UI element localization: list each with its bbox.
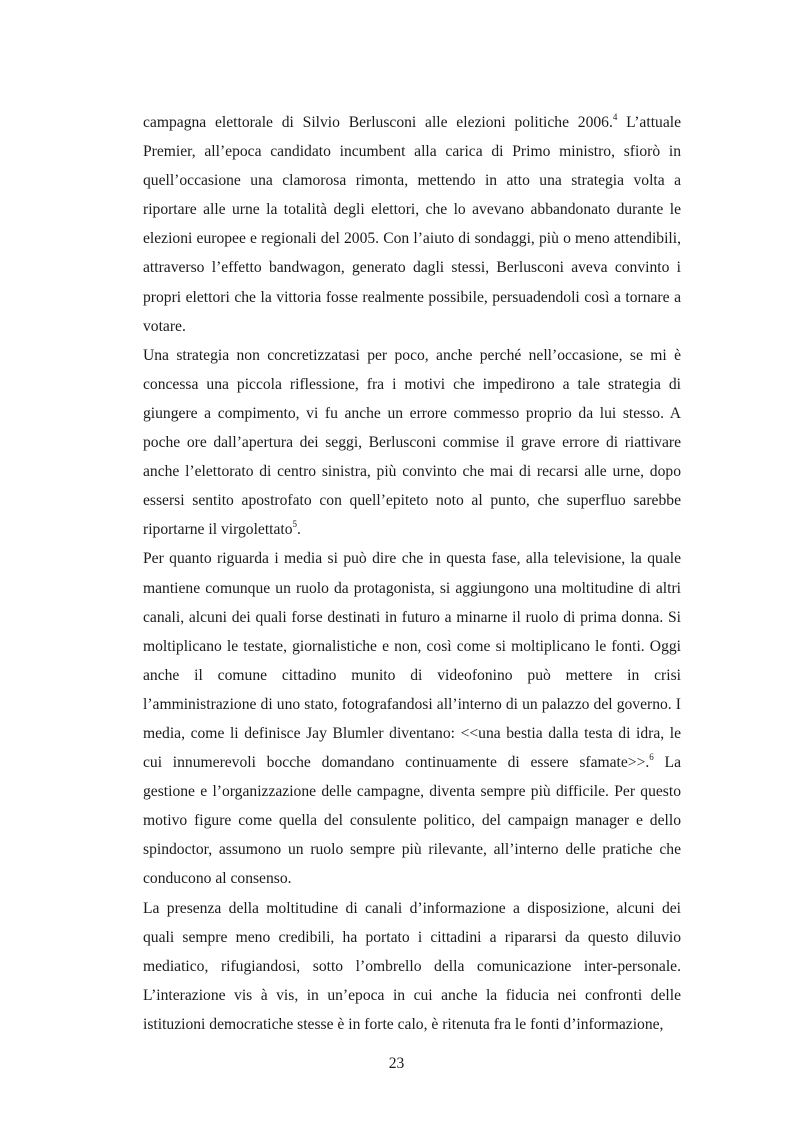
footnote-marker: 6 [649, 751, 654, 762]
text-run: La presenza della moltitudine di canali d’informazione a disposizione, alcuni dei quali sempre meno credibili, ha portato i cittadini a ripararsi da questo diluvio mediatico, rifugiandosi, sotto l’ombrello della comunicazione inter-personale. L’interazione vis à vis, in un’epoca in cui anche la fiducia nei confronti delle istituzioni democratiche stesse è in forte calo, è ritenuta fra le fonti d’informazione, [143, 899, 681, 1033]
paragraph [143, 108, 681, 341]
text-run: campagna elettorale di Silvio Berlusconi alle elezioni politiche 2006. [143, 114, 613, 131]
footnote-marker: 4 [612, 111, 618, 122]
footnote-marker: 5 [292, 519, 298, 530]
page-number: 23 [388, 1055, 405, 1072]
paragraph [143, 544, 681, 893]
paragraph [143, 341, 681, 545]
text-run: L’attuale Premier, all’epoca candidato incumbent alla carica di Primo ministro, sfiorò in quell’occasione una clamorosa rimonta, mettendo in atto una strategia volta a riportare alle urne la totalità degli elettori, che lo avevano abbandonato durante le elezioni europee e regionali del 2005. Con l’aiuto di sondaggi, più o meno attendibili, attraverso l’effetto bandwagon, generato dagli stessi, Berlusconi aveva convinto i propri elettori che la vittoria fosse realmente possibile, persuadendoli così a tornare a votare. [143, 114, 681, 335]
text-run: Per quanto riguarda i media si può dire che in questa fase, alla televisione, la quale mantiene comunque un ruolo da protagonista, si aggiungono una moltitudine di altri canali, alcuni dei quali forse destinati in futuro a minarne il ruolo di prima donna. Si moltiplicano le testate, giornalistiche e non, così come si moltiplicano le fonti. Oggi anche il comune cittadino munito di videofonino può mettere in crisi l’amministrazione di uno stato, fotografandosi all’interno di un palazzo del governo. I media, come li definisce Jay Blumler diventano: <<una bestia dalla testa di idra, le cui innumerevoli bocche domandano continuamente di essere sfamate>>. [143, 550, 681, 772]
text-run: . [297, 521, 301, 539]
paragraph [143, 894, 681, 1039]
text-run: Una strategia non concretizzatasi per poco, anche perché nell’occasione, se mi è concessa una piccola riflessione, fra i motivi che impedirono a tale strategia di giungere a compimento, vi fu anche un errore commesso proprio da lui stesso. A poche ore dall’apertura dei seggi, Berlusconi commise il grave errore di riattivare anche l’elettorato di centro sinistra, più convinto che mai di recarsi alle urne, dopo essersi sentito apostrofato con quell’epiteto noto al punto, che superfluo sarebbe riportarne il virgolettato [143, 346, 681, 539]
text-run: La gestione e l’organizzazione delle campagne, diventa sempre più difficile. Per questo motivo figure come quella del consulente politico, del campaign manager e dello spindoctor, assumono un ruolo sempre più rilevante, all’interno delle pratiche che conducono al consenso. [143, 754, 681, 888]
body-text [143, 108, 681, 1039]
